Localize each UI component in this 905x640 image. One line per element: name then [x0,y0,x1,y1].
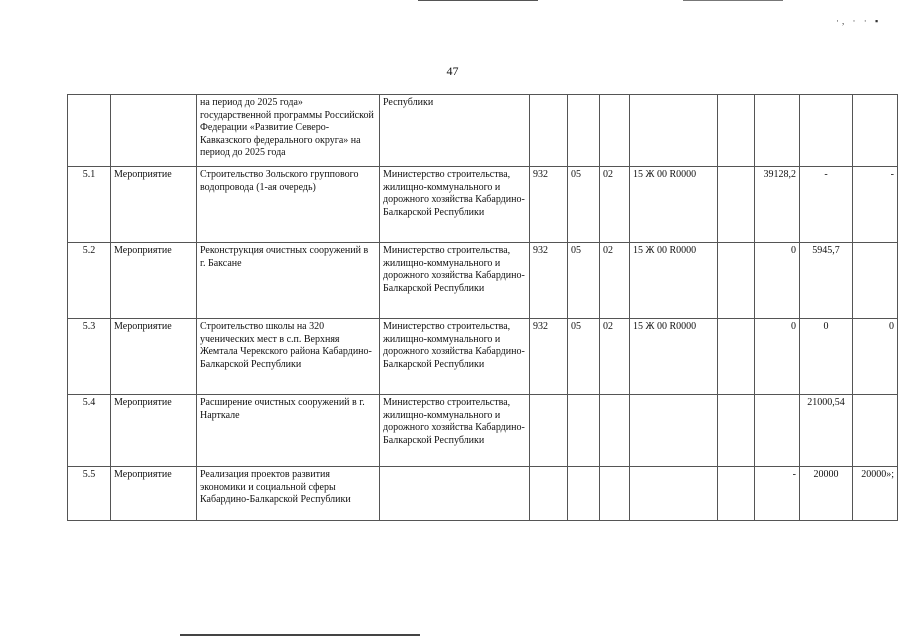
cell-csr: 15 Ж 00 R0000 [630,319,718,395]
cell-csr: 15 Ж 00 R0000 [630,167,718,243]
cell-rz [568,395,600,467]
cell-type: Мероприятие [111,319,197,395]
cell-type: Мероприятие [111,243,197,319]
cell-rz [568,95,600,167]
cell-executor [380,467,530,521]
cell-csr [630,395,718,467]
top-edge-rule-right [683,0,783,1]
cell-num [68,95,111,167]
page-number: 47 [446,64,459,78]
cell-name: на период до 2025 года» государственной программы Российской Федерации «Развитие Северо-Кавказского федерального округа» на период до 2025 года [197,95,380,167]
cell-executor: Министерство строительства, жилищно-коммунального и дорожного хозяйства Кабардино-Балкарской Республики [380,167,530,243]
cell-value-1 [755,395,800,467]
table-row [68,467,898,521]
cell-csr [630,467,718,521]
cell-grbs [530,467,568,521]
cell-value-1: 39128,2 [755,167,800,243]
cell-value-2: 20000 [800,467,853,521]
table-row [68,243,898,319]
cell-value-1: 0 [755,243,800,319]
cell-executor: Республики [380,95,530,167]
cell-num: 5.2 [68,243,111,319]
cell-value-3 [853,243,898,319]
cell-value-2: 21000,54 [800,395,853,467]
cell-pr [600,467,630,521]
cell-pr [600,395,630,467]
program-activities-table [67,94,898,521]
cell-name: Реконструкция очистных сооружений в г. Баксане [197,243,380,319]
cell-grbs [530,395,568,467]
cell-name: Реализация проектов развития экономики и социальной сферы Кабардино-Балкарской Республики [197,467,380,521]
top-edge-rule [418,0,538,1]
cell-pr [600,95,630,167]
cell-vr [718,95,755,167]
cell-grbs: 932 [530,167,568,243]
cell-name: Строительство Зольского группового водопровода (1-ая очередь) [197,167,380,243]
table-row [68,167,898,243]
cell-num: 5.4 [68,395,111,467]
bottom-edge-rule [180,634,420,636]
cell-name: Строительство школы на 320 ученических мест в с.п. Верхняя Жемтала Черекского района Кабардино-Балкарской Республики [197,319,380,395]
cell-value-1: 0 [755,319,800,395]
cell-vr [718,395,755,467]
cell-pr: 02 [600,167,630,243]
cell-value-2: 0 [800,319,853,395]
cell-type: Мероприятие [111,395,197,467]
cell-csr [630,95,718,167]
cell-vr [718,243,755,319]
cell-num: 5.5 [68,467,111,521]
continuation-row [68,95,898,167]
cell-value-2: 5945,7 [800,243,853,319]
cell-type: Мероприятие [111,167,197,243]
cell-rz: 05 [568,243,600,319]
cell-type: Мероприятие [111,467,197,521]
cell-executor: Министерство строительства, жилищно-коммунального и дорожного хозяйства Кабардино-Балкарской Республики [380,319,530,395]
cell-value-3: 20000»; [853,467,898,521]
table-row [68,319,898,395]
cell-num: 5.1 [68,167,111,243]
cell-value-3: 0 [853,319,898,395]
corner-marks: ·, · · ▪ [836,16,882,26]
cell-value-3 [853,395,898,467]
table-row [68,395,898,467]
cell-value-2: - [800,167,853,243]
cell-pr: 02 [600,319,630,395]
cell-value-2 [800,95,853,167]
cell-num: 5.3 [68,319,111,395]
cell-type [111,95,197,167]
cell-value-1: - [755,467,800,521]
cell-value-3 [853,95,898,167]
cell-rz [568,467,600,521]
cell-executor: Министерство строительства, жилищно-коммунального и дорожного хозяйства Кабардино-Балкарской Республики [380,243,530,319]
cell-name: Расширение очистных сооружений в г. Нарткале [197,395,380,467]
cell-value-1 [755,95,800,167]
cell-csr: 15 Ж 00 R0000 [630,243,718,319]
cell-value-3: - [853,167,898,243]
cell-vr [718,467,755,521]
cell-vr [718,319,755,395]
cell-grbs [530,95,568,167]
cell-vr [718,167,755,243]
cell-grbs: 932 [530,319,568,395]
cell-rz: 05 [568,319,600,395]
cell-grbs: 932 [530,243,568,319]
cell-rz: 05 [568,167,600,243]
cell-executor: Министерство строительства, жилищно-коммунального и дорожного хозяйства Кабардино-Балкарской Республики [380,395,530,467]
cell-pr: 02 [600,243,630,319]
